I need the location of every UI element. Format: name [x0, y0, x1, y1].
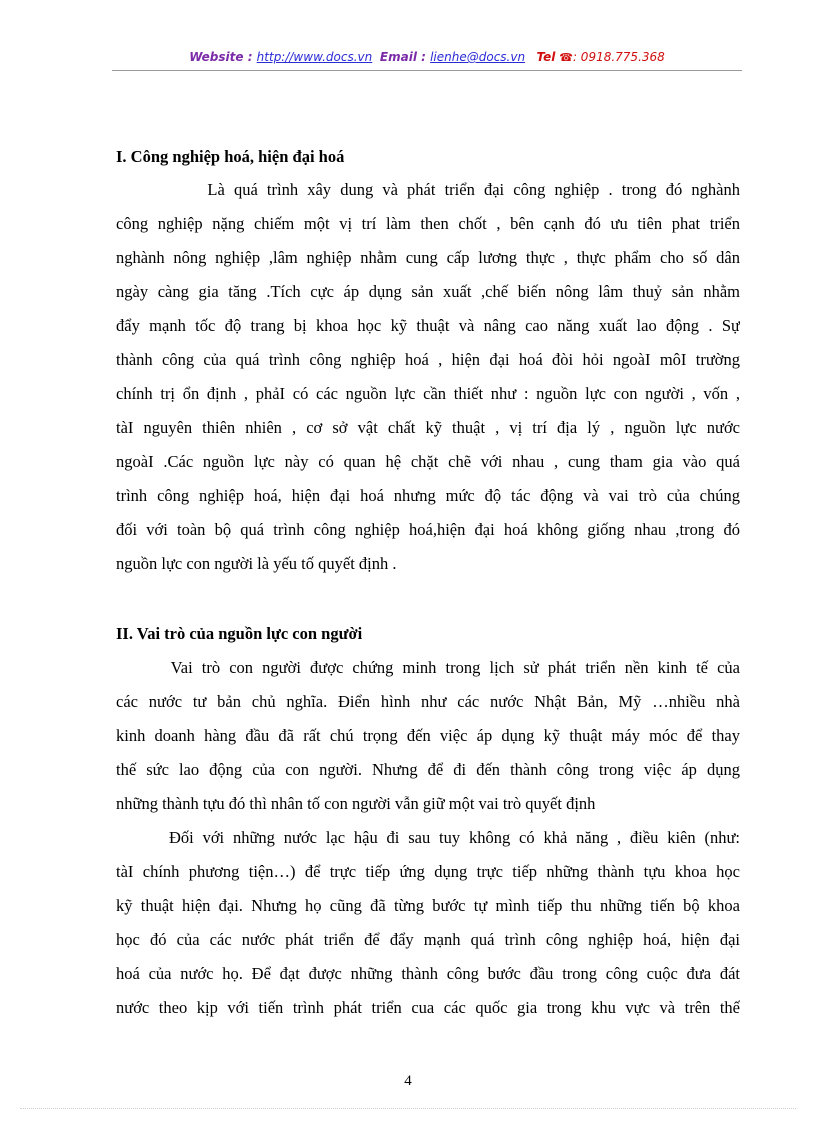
paragraph-line: thành công của quá trình công nghiệp hoá , hiện đại hoá đòi hỏi ngoàI môI trường: [116, 350, 740, 369]
paragraph-line: Vai trò con người được chứng minh trong lịch sử phát triển nền kinh tế của: [116, 658, 740, 677]
paragraph-line: Là quá trình xây dung và phát triển đại công nghiệp . trong đó nghành: [116, 180, 740, 199]
section-heading-1: I. Công nghiệp hoá, hiện đại hoá: [116, 147, 345, 166]
phone-number: : 0918.775.368: [572, 50, 665, 64]
page-header: [112, 50, 742, 64]
paragraph-line: ngoàI .Các nguồn lực này có quan hệ chặt chẽ với nhau , cung tham gia vào quá: [116, 452, 740, 471]
paragraph-line: thế sức lao động của con người. Nhưng để đi đến thành công trong việc áp dụng: [116, 760, 740, 779]
paragraph-line: đẩy mạnh tốc độ trang bị khoa học kỹ thuật và nâng cao năng xuất lao động . Sự: [116, 316, 740, 335]
paragraph-line: kỹ thuật hiện đại. Nhưng họ cũng đã từng bước tự mình tiếp thu những tiến bộ khoa: [116, 896, 740, 915]
paragraph-line: ngày càng gia tăng .Tích cực áp dụng sản xuất ,chế biến nông lâm thuỷ sản nhằm: [116, 282, 740, 301]
paragraph-line: kinh doanh hàng đầu đã rất chú trọng đến việc áp dụng kỹ thuật máy móc để thay: [116, 726, 740, 745]
website-link[interactable]: http://www.docs.vn: [256, 50, 373, 64]
paragraph-line: Đối với những nước lạc hậu đi sau tuy không có khả năng , điều kiên (như:: [116, 828, 740, 847]
paragraph-line: các nước tư bản chủ nghĩa. Điển hình như các nước Nhật Bản, Mỹ …nhiều nhà: [116, 692, 740, 711]
phone-icon: ☎: [559, 51, 573, 64]
paragraph-line: đối với toàn bộ quá trình công nghiệp hoá,hiện đại hoá không giống nhau ,trong đó: [116, 520, 740, 539]
paragraph-line: những thành tựu đó thì nhân tố con người vẫn giữ một vai trò quyết định: [116, 794, 596, 813]
website-label: Website :: [189, 50, 257, 64]
page-number: 4: [404, 1073, 412, 1089]
paragraph-line: trình công nghiệp hoá, hiện đại hoá nhưng mức độ tác động và vai trò của chúng: [116, 486, 740, 505]
section-heading-2: II. Vai trò của nguồn lực con người: [116, 624, 363, 643]
header-divider: [112, 70, 742, 71]
footer-divider: [20, 1108, 796, 1109]
paragraph-line: công nghiệp nặng chiếm một vị trí làm then chốt , bên cạnh đó ưu tiên phat triển: [116, 214, 740, 233]
paragraph-line: hoá của nước họ. Để đạt được những thành công bước đầu trong công cuộc đưa đát: [116, 964, 740, 983]
paragraph-line: nguồn lực con người là yếu tố quyết định .: [116, 554, 397, 573]
paragraph-line: tàI nguyên thiên nhiên , cơ sở vật chất kỹ thuật , vị trí địa lý , nguồn lực nước: [116, 418, 740, 437]
paragraph-line: chính trị ổn định , phảI có các nguồn lực cần thiết như : nguồn lực con người , vốn ,: [116, 384, 740, 403]
email-link[interactable]: lienhe@docs.vn: [430, 50, 526, 64]
tel-label: Tel: [536, 50, 556, 64]
email-label: Email: [379, 50, 417, 64]
paragraph-line: nước theo kịp với tiến trình phát triển cua các quốc gia trong khu vực và trên thế: [116, 998, 740, 1017]
paragraph-line: học đó của các nước phát triển để đẩy mạnh quá trình công nghiệp hoá, hiện đại: [116, 930, 740, 949]
paragraph-line: tàI chính phương tiện…) để trực tiếp ứng dụng trực tiếp những thành tựu khoa học: [116, 862, 740, 881]
paragraph-line: nghành nông nghiệp ,lâm nghiệp nhằm cung cấp lương thực , thực phẩm cho số dân: [116, 248, 740, 267]
email-separator: :: [416, 50, 431, 64]
